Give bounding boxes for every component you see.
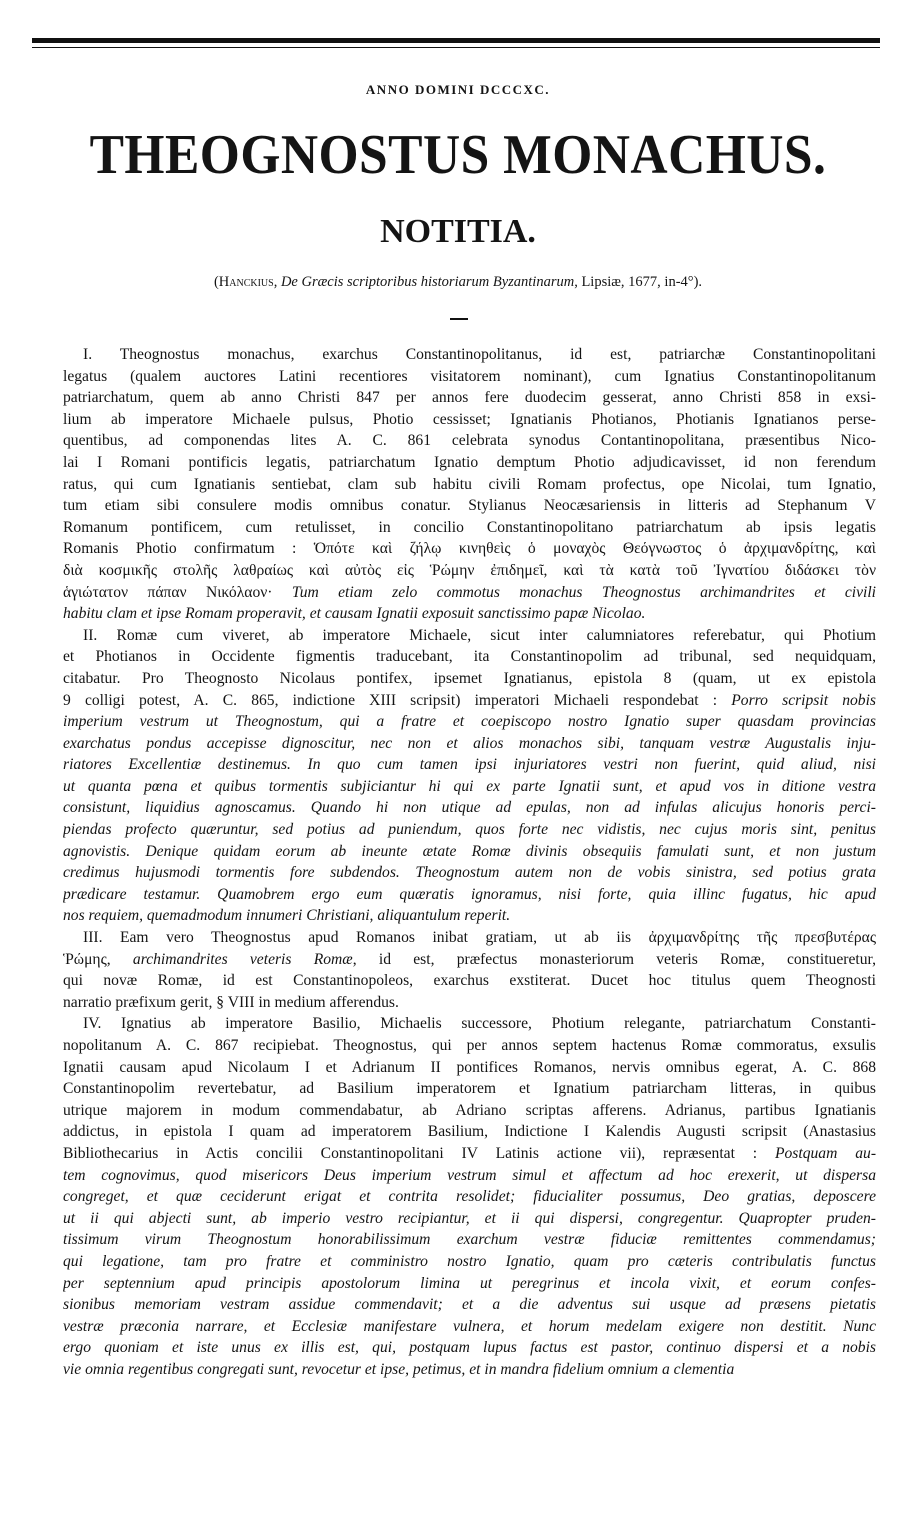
- text-line: congreget, et quæ ceciderunt erigat et contrita resolidet; fiducialiter possumus, Deo gratias, deposcere: [63, 1188, 876, 1206]
- text-line: exarchatus pondus accepisse dignoscitur, nec non et alios monachos sibi, tanquam vestræ Augustalis inju-: [63, 734, 876, 752]
- text-line: addictus, in epistola I quam ad imperatorem Basilium, Indictione I Kalendis Augusti scripsit (Anastasius: [63, 1123, 876, 1141]
- source-citation: [0, 272, 916, 292]
- paragraph-3: [63, 927, 876, 1013]
- text-line: qui legatione, tam pro fratre et comministro nostro Ignatio, quam pro cæteris contribulatis functus: [63, 1252, 876, 1270]
- text-line: vestræ præconia narrare, et Ecclesiæ manifestare vulnera, et horum medelam exigere non destitit. Nunc: [63, 1317, 876, 1335]
- text-line: ἁγιώτατον πάπαν Νικόλαον· Tum etiam zelo commotus monachus Theognostus archimandrites et civili: [63, 583, 876, 601]
- text-line: tum etiam sibi consulere modis omnibus conatur. Stylianus Neocæsariensis in litteris ad Stephanum V: [63, 497, 876, 515]
- text-line: credimus hujusmodi tormentis fore subdendos. Theognostum autem non de vobis sinistra, sed potius grata: [63, 864, 876, 882]
- text-line: Romanis Photio confirmatum : Ὁπότε καὶ ζήλῳ κινηθεὶς ὁ μοναχὸς Θεόγνωστος ὁ ἀρχιμανδρίτης, καὶ: [63, 540, 876, 558]
- source-work: De Græcis scriptoribus historiarum Byzantinarum: [280, 274, 575, 290]
- source-open: (: [213, 274, 219, 290]
- text-line: vie omnia regentibus congregati sunt, revocetur et ipse, petimus, et in mandra fidelium omnium a clementia: [63, 1360, 735, 1378]
- text-line: 9 colligi potest, A. C. 865, indictione XIII scripsit) imperatori Michaeli respondebat : Porro scripsit nobis: [63, 691, 876, 709]
- page-title: THEOGNOSTUS MONACHUS.: [89, 124, 827, 186]
- text-line: Constantinopolim revertebatur, ad Basilium imperatorem et Ignatium patriarcham litteras, in quibus: [63, 1080, 876, 1098]
- text-line: legatus (qualem auctores Latini recentiores visitatorem nominant), cum Ignatius Constantinopolitanum: [63, 367, 876, 385]
- text-line: lium ab imperatore Michaele pulsus, Photio cessisset; Ignatianis Photianos, Photianis Ignatianos perse-: [63, 410, 876, 428]
- text-line: Ῥώμης, archimandrites veteris Romæ, id est, præfectus monasteriorum veteris Romæ, constitueretur,: [63, 950, 876, 968]
- text-line: riatores Excellentiæ destinemus. In quo cum tamen ipsi injuriatores vestri non fuerint, quid aliud, nisi: [63, 756, 876, 774]
- text-line: citabatur. Pro Theognosto Nicolaus pontifex, ipsemet Ignatianus, epistola 8 (quam, ut ex epistola: [63, 669, 876, 687]
- text-line: Romanum pontificem, cum retulisset, in concilio Constantinopolitano patriarchatum ab ipsis legatis: [63, 518, 876, 536]
- source-tail: , Lipsiæ, 1677, in-4°).: [574, 274, 703, 290]
- paragraph-1: [63, 344, 876, 625]
- text-line: IV. Ignatius ab imperatore Basilio, Michaelis successore, Photium relegante, patriarchatum Constanti-: [83, 1015, 876, 1033]
- running-head-anno: ANNO DOMINI DCCCXC.: [365, 82, 551, 97]
- text-line: piendas profecto quæruntur, sed potius ad puniendum, quos forte nec vidistis, nec cujus moris sint, penitus: [63, 821, 876, 839]
- text-line: agnovistis. Denique quidam eorum ab ineunte ætate Romæ divinis obsequiis famulati sunt, et non justum: [63, 842, 876, 860]
- text-line: III. Eam vero Theognostus apud Romanos inibat gratiam, ut ab iis ἀρχιμανδρίτης τῆς πρεσβυτέρας: [83, 929, 876, 947]
- section-dash: [450, 318, 468, 320]
- text-line: ergo quoniam et iste unus ex illis est, qui, postquam lupus factus est pastor, continuo dispersi et a nobis: [63, 1339, 876, 1357]
- text-line: consistunt, liquidius agnoscamus. Quando hi non utique ad epulas, non ad infulas alicujus honoris perci-: [63, 799, 876, 817]
- top-rule-thin: [32, 47, 880, 48]
- text-line: utrique majorem in modum commendabatur, ab Adriano scriptas afferens. Adrianus, partibus Ignatianis: [63, 1101, 876, 1119]
- text-line: prædicare testamur. Quamobrem ergo eum quæratis ignoramus, nisi forte, quia illinc fugatus, hic apud: [63, 885, 876, 903]
- text-line: imperium vestrum ut Theognostum, qui a fratre et coepiscopo nostro Ignatio super quasdam provincias: [63, 713, 876, 731]
- text-line: narratio præfixum gerit, § VIII in medium afferendus.: [63, 993, 399, 1011]
- text-line: I. Theognostus monachus, exarchus Constantinopolitanus, id est, patriarchæ Constantinopolitani: [83, 346, 876, 363]
- text-line: qui novæ Romæ, id est Constantinopoleos, exarchus exstiterat. Ducet hoc titulus quem Theognosti: [63, 972, 876, 990]
- text-line: ut quanta pœna et quibus tormentis subjiciantur hi qui ex parte Ignatii sunt, et apud vos in ditione vestra: [63, 777, 876, 795]
- text-line: nos requiem, quemadmodum innumeri Christiani, aliquantulum reperit.: [63, 907, 511, 925]
- source-author: Hanckius: [218, 274, 274, 290]
- text-line: Ignatii causam apud Nicolaum I et Adrianum II pontifices Romanos, nervis omnibus egerat, A. C. 868: [63, 1058, 876, 1076]
- text-line: διὰ κοσμικῆς στολῆς λαθραίως καὶ αὐτὸς εἰς Ῥώμην ἐπιδημεῖ, καὶ τὰ κατὰ τοῦ Ἰγνατίου διδάσκει τὸν: [63, 561, 876, 579]
- text-line: tem cognovimus, quod misericors Deus imperium vestrum simul et affectum ad hoc erexerit, ut dispersa: [63, 1166, 876, 1184]
- text-line: per septennium apud principis apostolorum limina ut peregrinus et incola vixit, et eorum confes-: [63, 1274, 876, 1292]
- top-rule-thick: [32, 38, 880, 43]
- text-line: nopolitanum A. C. 867 recipiebat. Theognostus, qui per annos septem hactenus Romæ commoratus, exsulis: [63, 1037, 876, 1054]
- text-line: quentibus, ad componendas lites A. C. 861 celebrata synodus Contantinopolitana, præsentibus Nico-: [63, 432, 876, 450]
- paragraph-2: [63, 625, 876, 927]
- section-subtitle: NOTITIA.: [380, 213, 536, 250]
- text-line: sionibus memoriam vestram assidue commendavit; et a die adventus sui usque ad præsens pietatis: [63, 1296, 876, 1314]
- paragraph-4: [63, 1013, 876, 1380]
- text-line: et Photianos in Occidente figmentis traducebant, ita Constantinopolim ad tribunal, sed nequidquam,: [63, 648, 876, 666]
- text-line: habitu clam et ipse Romam properavit, et causam Ignatii exposuit sanctissimo papæ Nicolao.: [63, 605, 646, 623]
- source-sep: ,: [273, 274, 281, 290]
- text-line: II. Romæ cum viveret, ab imperatore Michaele, sicut inter calumniatores referebatur, qui Photium: [83, 626, 876, 644]
- body-text: [63, 344, 876, 1381]
- text-line: lai I Romani pontificis legatis, patriarchatum Ignatio demptum Photio adjudicavisset, id non ferendum: [63, 453, 876, 471]
- text-line: tissimum virum Theognostum honorabilissimum exarchum vestræ fiduciæ remittentes commendamus;: [63, 1231, 876, 1249]
- text-line: ut ii qui abjecti sunt, ab imperio vestro recipiantur, et ii qui dispersi, congregentur. Quapropter pruden-: [63, 1209, 876, 1227]
- text-line: Bibliothecarius in Actis concilii Constantinopolitani IV Latinis actione vii), repræsentat : Postquam au-: [63, 1144, 876, 1162]
- text-line: ratus, qui cum Ignatianis sentiebat, clam sub habitu civili Romam profectus, ope Nicolai, tum Ignatio,: [63, 475, 876, 493]
- text-line: patriarchatum, quem ab anno Christi 847 per annos fere duodecim gesserat, anno Christi 858 in exsi-: [63, 389, 876, 407]
